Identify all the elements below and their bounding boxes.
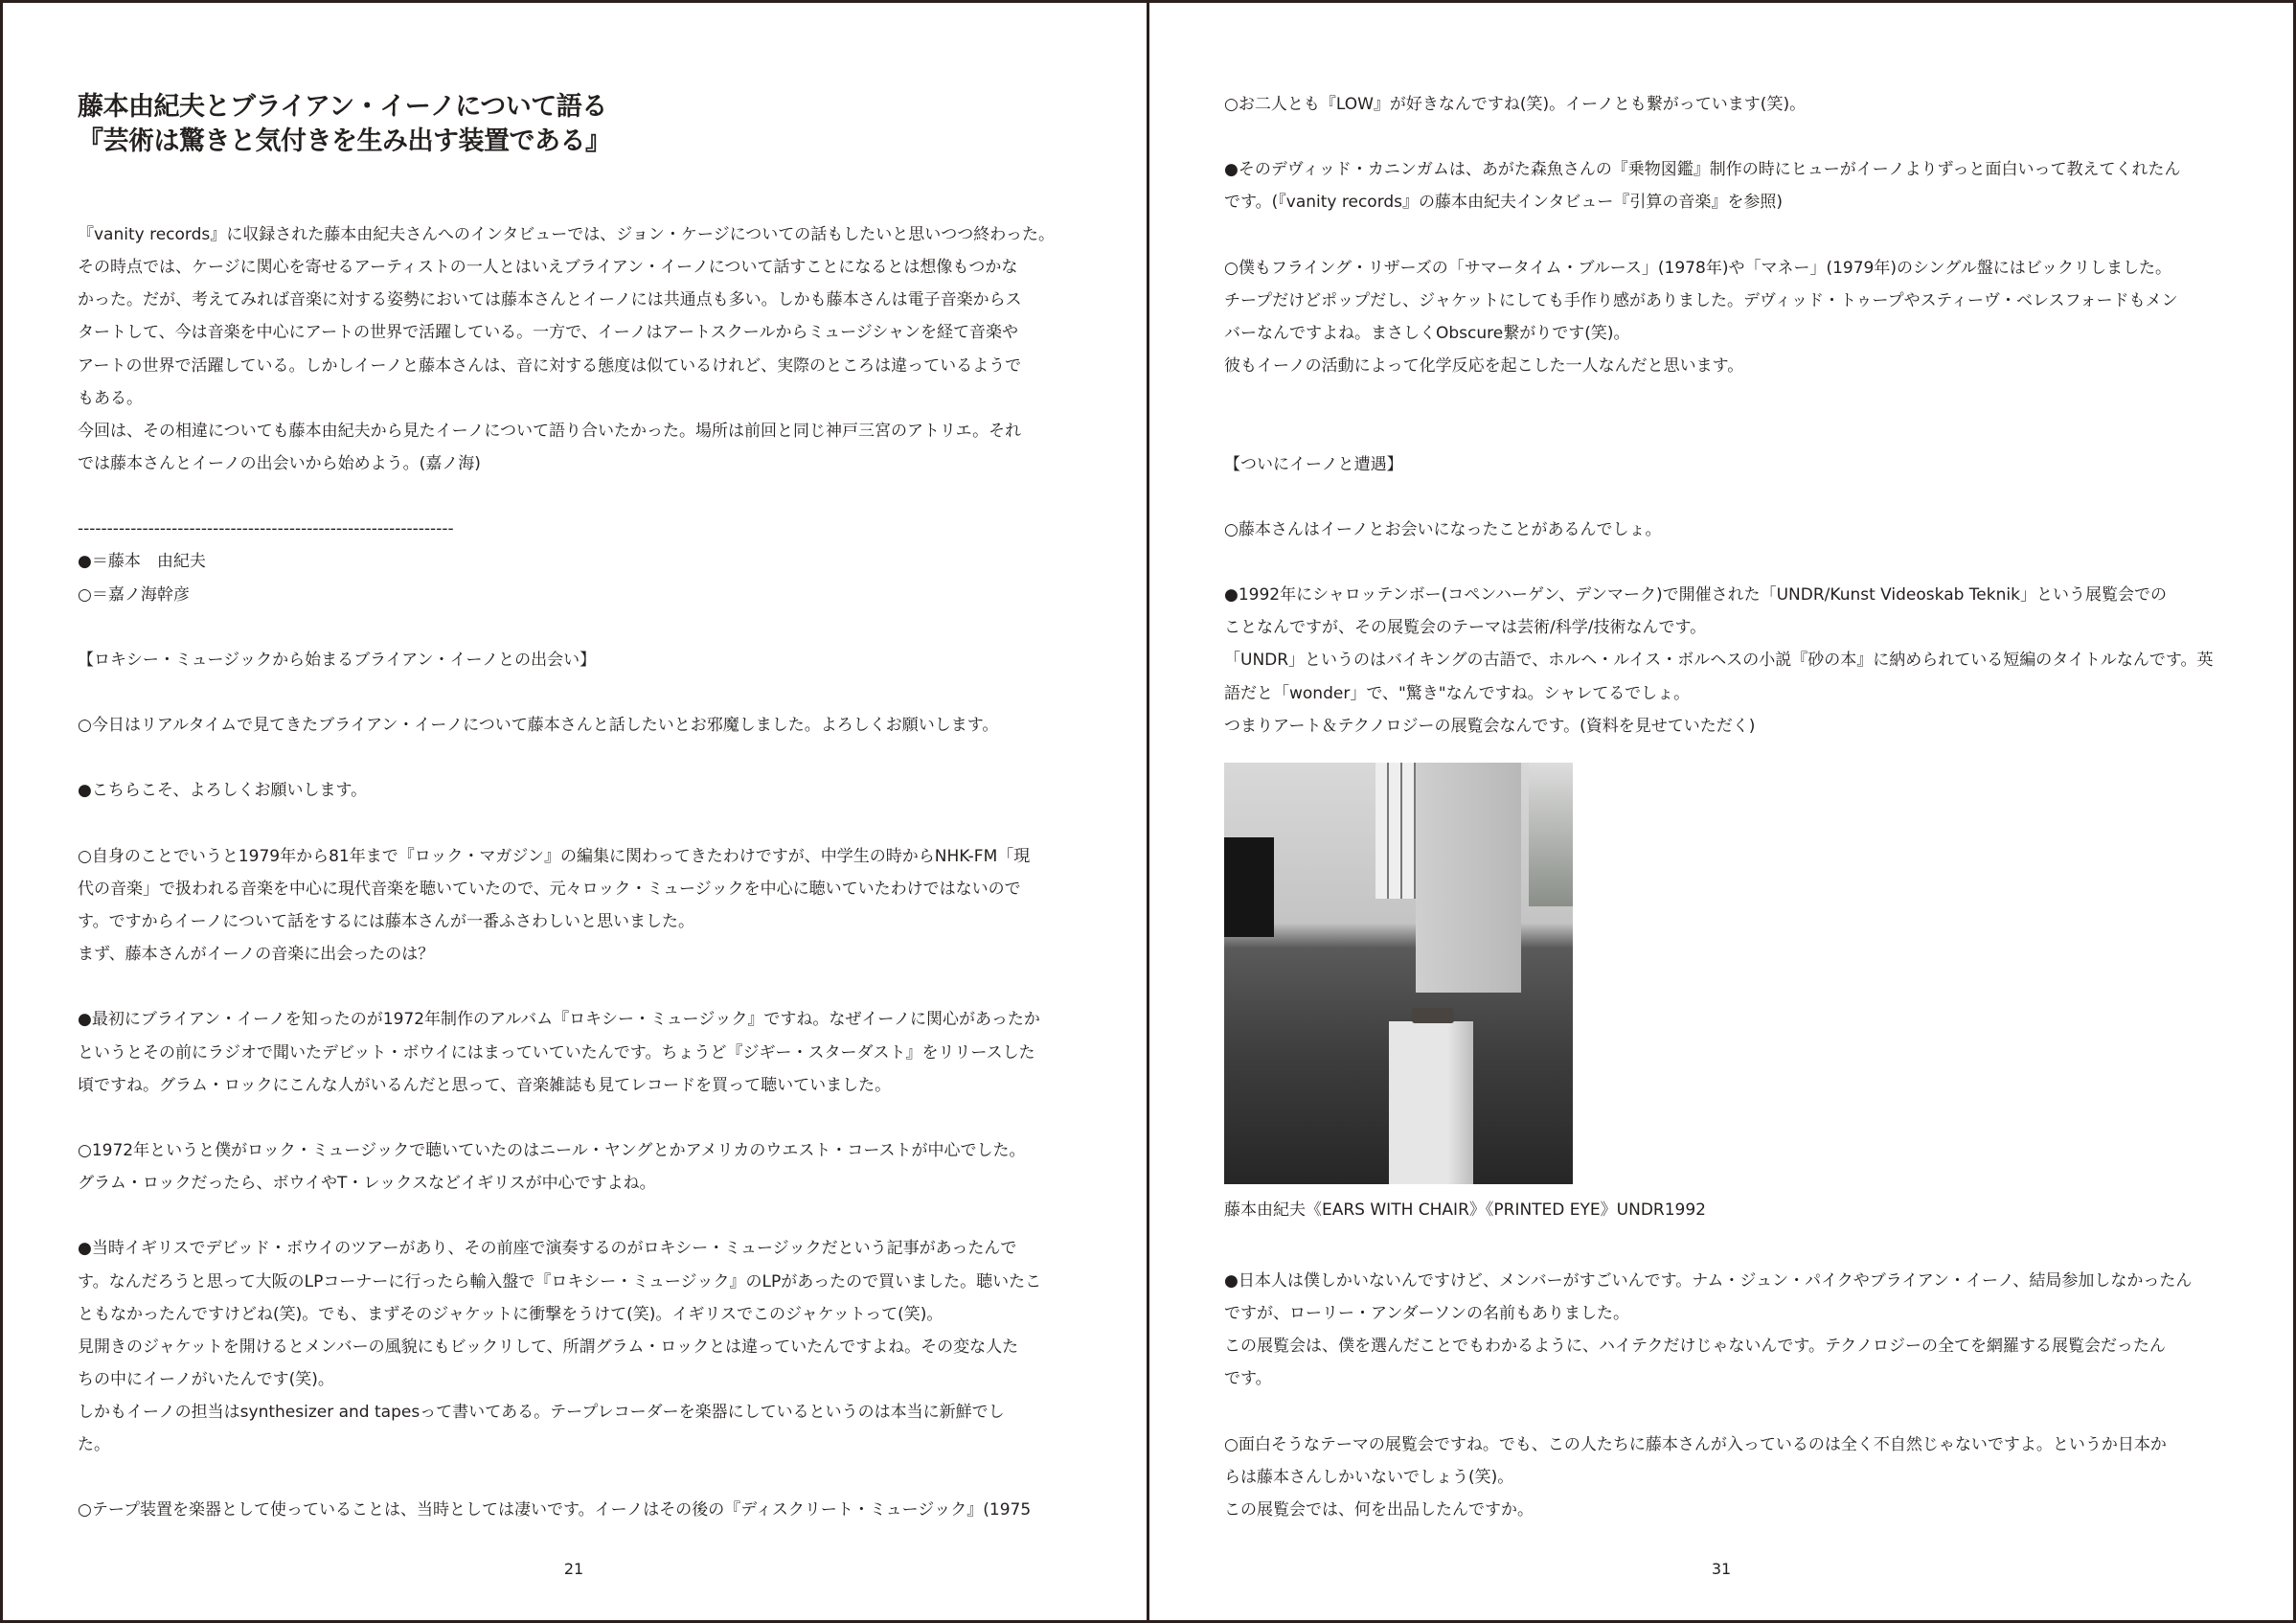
text-line xyxy=(78,676,1055,709)
text-line xyxy=(1224,382,2214,415)
text-line xyxy=(78,1102,1055,1134)
text-line: タートして、今は音楽を中心にアートの世界で活躍している。一方で、イーノはアートスクールからミュージシャンを経て音楽や xyxy=(78,323,1019,343)
text-line: ●1992年にシャロッテンボー(コペンハーゲン、デンマーク)で開催された「UNDR/Kunst Videoskab Teknik」という展覧会での xyxy=(1224,585,2167,606)
text-line: 『vanity records』に収録された藤本由紀夫さんへのインタビューでは、ジョン・ケージについての話もしたいと思いつつ終わった。 xyxy=(78,225,1056,244)
text-line: まず、藤本さんがイーノの音楽に出会ったのは？ xyxy=(78,945,435,965)
text-line: この展覧会では、何を出品したんですか。 xyxy=(1224,1499,1534,1520)
text-line: つまりアート＆テクノロジーの展覧会なんです。(資料を見せていただく) xyxy=(1224,716,1756,736)
text-line xyxy=(1224,121,2214,153)
left-body-text xyxy=(78,218,1055,1527)
text-line: 「UNDR」というのはバイキングの古語で、ホルヘ・ルイス・ボルヘスの小説『砂の本』に納められている短編のタイトルなんです。英 xyxy=(1224,651,2214,671)
text-line xyxy=(1224,219,2214,252)
text-line: バーなんですよね。まさしくObscure繋がりです(笑)。 xyxy=(1224,323,1630,343)
text-line xyxy=(78,808,1055,840)
text-line: た。 xyxy=(78,1435,110,1455)
text-line xyxy=(78,480,1055,513)
article-title xyxy=(78,90,611,159)
photo-artwork xyxy=(1412,1008,1454,1023)
text-line xyxy=(78,742,1055,774)
page-number: 21 xyxy=(563,1560,584,1578)
text-line: す。なんだろうと思って大阪のLPコーナーに行ったら輸入盤で『ロキシー・ミュージック』のLPがあったので買いました。聴いたこ xyxy=(78,1271,1042,1292)
text-line: ●日本人は僕しかいないんですけど、メンバーがすごいんです。ナム・ジュン・パイクやブライアン・イーノ、結局参加しなかったん xyxy=(1224,1271,2193,1291)
text-line: ●当時イギリスでデビッド・ボウイのツアーがあり、その前座で演奏するのがロキシー・ミュージックだという記事があったんで xyxy=(78,1239,1017,1259)
text-line: ●最初にブライアン・イーノを知ったのが1972年制作のアルバム『ロキシー・ミュージック』ですね。なぜイーノに関心があったか xyxy=(78,1010,1040,1030)
text-line: ○テープ装置を楽器として使っていることは、当時としては凄いです。イーノはその後の『ディスクリート・ミュージック』(1975 xyxy=(78,1500,1032,1520)
photo-window xyxy=(1375,763,1416,899)
text-line: では藤本さんとイーノの出会いから始めよう。(嘉ノ海) xyxy=(78,453,481,473)
text-line: この展覧会は、僕を選んだことでもわかるように、ハイテクだけじゃないんです。テクノロジーの全てを網羅する展覧会だったん xyxy=(1224,1337,2166,1357)
text-line xyxy=(1224,481,2214,514)
text-line: グラム・ロックだったら、ボウイやT・レックスなどイギリスが中心ですよね。 xyxy=(78,1174,656,1194)
text-line: ○お二人とも『LOW』が好きなんですね(笑)。イーノとも繋がっています(笑)。 xyxy=(1224,95,1807,114)
text-line: ●＝藤本 由紀夫 xyxy=(78,552,206,572)
text-line: 語だと「wonder」で、"驚き"なんですね。シャレてるでしょ。 xyxy=(1224,683,1691,703)
text-line: ちの中にイーノがいたんです(笑)。 xyxy=(78,1369,334,1389)
text-line: ○＝嘉ノ海幹彦 xyxy=(78,584,190,605)
text-line: しかもイーノの担当はsynthesizer and tapesって書いてある。テープレコーダーを楽器にしているというのは本当に新鮮でし xyxy=(78,1403,1005,1423)
text-line: というとその前にラジオで聞いたデビット・ボウイにはまっていていたんです。ちょうど『ジギー・スターダスト』をリリースした xyxy=(78,1042,1035,1063)
text-line: ○面白そうなテーマの展覧会ですね。でも、この人たちに藤本さんが入っているのは全く不自然じゃないですよ。というか日本か xyxy=(1224,1434,2167,1454)
text-line xyxy=(78,611,1055,644)
text-line: 【ついにイーノと遭遇】 xyxy=(1224,454,1403,474)
text-line: かった。だが、考えてみれば音楽に対する姿勢においては藤本さんとイーノには共通点も多い。しかも藤本さんは電子音楽からス xyxy=(78,290,1022,310)
photo-window xyxy=(1529,763,1573,906)
text-line: チープだけどポップだし、ジャケットにしても手作り感がありました。デヴィッド・トゥープやスティーヴ・ベレスフォードもメン xyxy=(1224,290,2178,310)
text-line xyxy=(78,1461,1055,1494)
page-number: 31 xyxy=(1711,1560,1732,1578)
text-line: 見開きのジャケットを開けるとメンバーの風貌にもビックリして、所謂グラム・ロックとは違っていたんですよね。その変な人た xyxy=(78,1337,1019,1357)
text-line: です。(『vanity records』の藤本由紀夫インタビュー『引算の音楽』を参照) xyxy=(1224,193,1783,213)
exhibition-photo xyxy=(1224,763,1573,1184)
text-line xyxy=(1224,546,2214,579)
photo-doorway xyxy=(1224,837,1274,937)
photo-caption: 藤本由紀夫《EARS WITH CHAIR》《PRINTED EYE》UNDR1992 xyxy=(1224,1200,1706,1220)
right-body-text-top xyxy=(1224,88,2214,743)
text-line: ともなかったんですけどね(笑)。でも、まずそのジャケットに衝撃をうけて(笑)。イギリスでこのジャケットって(笑)。 xyxy=(78,1304,943,1324)
text-line: ○今日はリアルタイムで見てきたブライアン・イーノについて藤本さんと話したいとお邪魔しました。よろしくお願いします。 xyxy=(78,716,999,736)
text-line: 今回は、その相違についても藤本由紀夫から見たイーノについて語り合いたかった。場所は前回と同じ神戸三宮のアトリエ。それ xyxy=(78,421,1022,441)
text-line: です。 xyxy=(1224,1369,1272,1389)
text-line: ことなんですが、その展覧会のテーマは芸術/科学/技術なんです。 xyxy=(1224,618,1707,638)
title-line-1: 藤本由紀夫とブライアン・イーノについて語る xyxy=(78,92,607,122)
text-line xyxy=(1224,415,2214,447)
photo-wall xyxy=(1416,763,1521,993)
title-line-2: 『芸術は驚きと気付きを生み出す装置である』 xyxy=(78,126,611,156)
photo-plinth xyxy=(1389,1021,1473,1184)
text-line: ○1972年というと僕がロック・ミュージックで聴いていたのはニール・ヤングとかアメリカのウエスト・コーストが中心でした。 xyxy=(78,1140,1026,1160)
text-line: ○藤本さんはイーノとお会いになったことがあるんでしょ。 xyxy=(1224,519,1662,539)
text-line: ○僕もフライング・リザーズの「サマータイム・ブルース」(1978年)や「マネー」(1979年)のシングル盤にはビックリしました。 xyxy=(1224,258,2172,278)
text-line xyxy=(78,1200,1055,1232)
text-line: その時点では、ケージに関心を寄せるアーティストの一人とはいえブライアン・イーノについて話すことになるとは想像もつかな xyxy=(78,258,1018,278)
text-line: 代の音楽」で扱われる音楽を中心に現代音楽を聴いていたので、元々ロック・ミュージックを中心に聴いていたわけではないので xyxy=(78,879,1021,899)
text-line: ●こちらこそ、よろしくお願いします。 xyxy=(78,781,368,801)
text-line: 【ロキシー・ミュージックから始まるブライアン・イーノとの出会い】 xyxy=(78,650,597,670)
right-body-text-bottom xyxy=(1224,1265,2192,1526)
text-line: アートの世界で活躍している。しかしイーノと藤本さんは、音に対する態度は似ているけれど、実際のところは違っているようで xyxy=(78,355,1022,376)
text-line: ですが、ローリー・アンダーソンの名前もありました。 xyxy=(1224,1304,1629,1324)
text-line: らは藤本さんしかいないでしょう(笑)。 xyxy=(1224,1467,1514,1487)
left-page xyxy=(0,0,1147,1623)
text-line: 頃ですね。グラム・ロックにこんな人がいるんだと思って、音楽雑誌も見てレコードを買って聴いていました。 xyxy=(78,1075,892,1095)
text-line: もある。 xyxy=(78,388,143,408)
text-line: ---------------------------------------------------------------- xyxy=(78,519,454,539)
text-line: 彼もイーノの活動によって化学反応を起こした一人なんだと思います。 xyxy=(1224,356,1744,377)
text-line xyxy=(1224,1396,2192,1429)
text-line: ○自身のことでいうと1979年から81年まで『ロック・マガジン』の編集に関わってきたわけですが、中学生の時からNHK-FM「現 xyxy=(78,846,1031,866)
text-line: ●そのデヴィッド・カニンガムは、あがた森魚さんの『乗物図鑑』制作の時にヒューがイーノよりずっと面白いって教えてくれたん xyxy=(1224,160,2181,180)
right-page xyxy=(1149,0,2296,1623)
text-line xyxy=(78,971,1055,1003)
text-line: す。ですからイーノについて話をするには藤本さんが一番ふさわしいと思いました。 xyxy=(78,911,694,931)
